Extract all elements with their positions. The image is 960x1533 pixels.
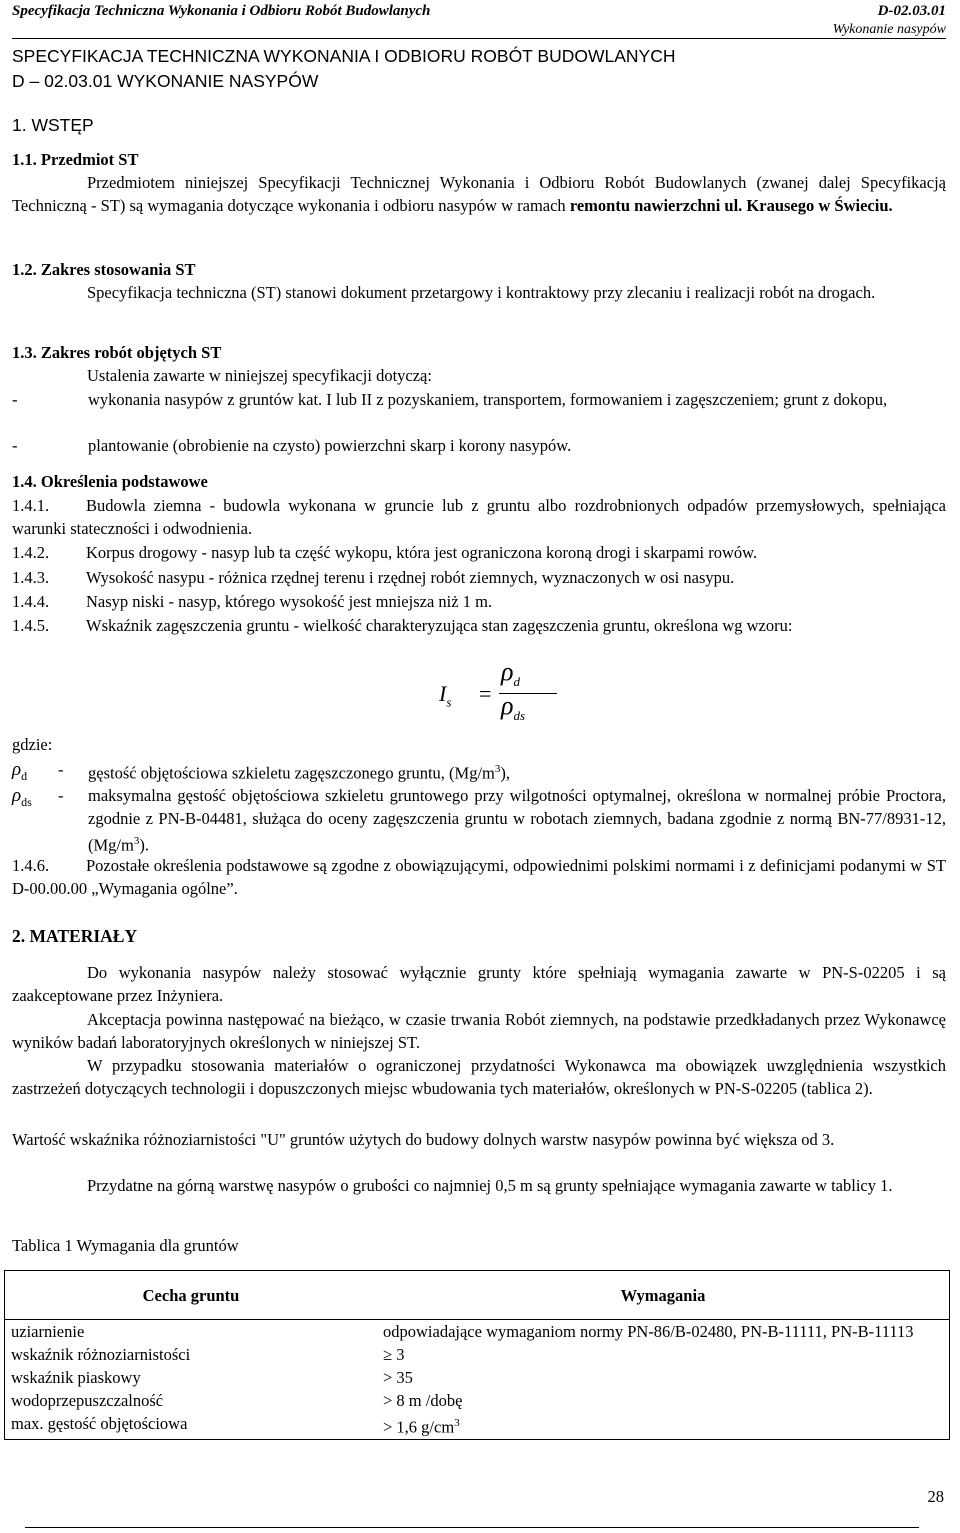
table-cell: > 8 m /dobę bbox=[377, 1389, 950, 1412]
section-1-1 bbox=[12, 148, 946, 217]
section-1-heading: 1. WSTĘP bbox=[12, 115, 94, 135]
section-1-2 bbox=[12, 258, 946, 304]
section-1-3-heading: 1.3. Zakres robót objętych ST bbox=[12, 343, 222, 362]
symbol-text: maksymalna gęstość objętościowa szkieletu gruntowego przy wilgotności optymalnej, określona w normalnej próbie Proctora, zgodnie z PN-B-04481, służąca do oceny zagęszczenia gruntu w robotach ziemnych, badana zgodnie z normą BN-77/8931-12, $(Mg/m^3)$. bbox=[88, 786, 946, 855]
ge-symbol: ≥ bbox=[383, 1345, 393, 1364]
section-2-paragraph: Przydatne na górną warstwę nasypów o grubości co najmniej 0,5 m są grunty spełniające wymagania zawarte w tablicy 1. bbox=[87, 1176, 893, 1195]
document-title bbox=[12, 44, 676, 94]
table-header-cell: Wymagania bbox=[377, 1271, 950, 1320]
table-cell: wskaźnik różnoziarnistości bbox=[5, 1343, 378, 1366]
page-number: 28 bbox=[927, 1487, 944, 1506]
section-2-heading: 2. MATERIAŁY bbox=[12, 926, 138, 946]
running-header-subtitle: Wykonanie nasypów bbox=[832, 22, 946, 37]
definition-1-4-1: 1.4.1. Budowla ziemna - budowla wykonana w gruncie lub z gruntu albo rozdrobnionych odpadów przemysłowych, spełniająca warunki stateczności i odwodnienia. bbox=[12, 496, 946, 538]
definition-1-4-4: 1.4.4. Nasyp niski - nasyp, którego wysokość jest mniejsza niż 1 m. bbox=[12, 592, 493, 611]
table-row bbox=[5, 1320, 950, 1344]
section-2-paragraph: Akceptacja powinna następować na bieżąco, w czasie trwania Robót ziemnych, na podstawie przedkładanych przez Wykonawcę wyników badań laboratoryjnych określonych w niniejszej ST. bbox=[12, 1010, 946, 1052]
gdzie-label: gdzie: bbox=[12, 735, 53, 754]
symbol-dash: - bbox=[58, 786, 64, 805]
table-header-row bbox=[5, 1271, 950, 1320]
table-cell: wskaźnik piaskowy bbox=[5, 1366, 378, 1389]
formula-denominator: $\rho_{ds}$ bbox=[501, 691, 526, 724]
document-title-line1: SPECYFIKACJA TECHNICZNA WYKONANIA I ODBIORU ROBÓT BUDOWLANYCH bbox=[12, 46, 676, 66]
section-1-3-intro: Ustalenia zawarte w niniejszej specyfikacji dotyczą: bbox=[87, 366, 432, 385]
table-cell: ≥ 3 bbox=[377, 1343, 950, 1366]
table-row bbox=[5, 1343, 950, 1366]
list-item bbox=[12, 388, 946, 411]
list-item-text: plantowanie (obrobienie na czysto) powierzchni skarp i korony nasypów. bbox=[88, 436, 572, 455]
section-2-paragraph: Do wykonania nasypów należy stosować wyłącznie grunty które spełniają wymagania zawarte w PN-S-02205 i są zaakceptowane przez Inżyniera. bbox=[12, 963, 946, 1005]
table-caption: Tablica 1 Wymagania dla gruntów bbox=[12, 1236, 239, 1255]
table-cell: max. gęstość objętościowa bbox=[5, 1412, 378, 1439]
section-1-1-heading: 1.1. Przedmiot ST bbox=[12, 150, 139, 169]
table-cell: uziarnienie bbox=[5, 1320, 378, 1344]
running-header-code: D-02.03.01 bbox=[877, 3, 946, 19]
table-row bbox=[5, 1412, 950, 1439]
compaction-formula bbox=[439, 657, 559, 732]
list-dash: - bbox=[12, 436, 18, 455]
formula-equals: = bbox=[479, 681, 492, 706]
table-cell: odpowiadające wymaganiom normy PN-86/B-02480, PN-B-11111, PN-B-11113 bbox=[377, 1320, 950, 1344]
section-1-2-text: Specyfikacja techniczna (ST) stanowi dokument przetargowy i kontraktowy przy zlecaniu i realizacji robót na drogach. bbox=[87, 283, 876, 302]
symbol-definition bbox=[12, 784, 946, 857]
definition-1-4-6: 1.4.6. Pozostałe określenia podstawowe są zgodne z obowiązującymi, odpowiednimi polskimi normami i z definicjami podanymi w ST D-00.00.00 „Wymagania ogólne”. bbox=[12, 856, 946, 898]
document-title-line2: D – 02.03.01 WYKONANIE NASYPÓW bbox=[12, 71, 319, 91]
definition-1-4-3: 1.4.3. Wysokość nasypu - różnica rzędnej terenu i rzędnej robót ziemnych, wyznaczonych w osi nasypu. bbox=[12, 568, 735, 587]
section-1-2-heading: 1.2. Zakres stosowania ST bbox=[12, 260, 196, 279]
table-cell: > 1,6 $g/cm^3$ bbox=[377, 1412, 950, 1439]
formula-lhs: $I_s$ bbox=[439, 681, 452, 710]
table-header-cell: Cecha gruntu bbox=[5, 1271, 378, 1320]
section-2-paragraph: Wartość wskaźnika różnoziarnistości "U" gruntów użytych do budowy dolnych warstw nasypów powinna być większa od 3. bbox=[12, 1130, 835, 1149]
section-1-4-heading: 1.4. Określenia podstawowe bbox=[12, 472, 208, 491]
symbol-rho-d: $\rho_d$ bbox=[12, 759, 28, 783]
symbol-dash: - bbox=[58, 760, 64, 779]
running-header-title: Specyfikacja Techniczna Wykonania i Odbioru Robót Budowlanych bbox=[12, 3, 431, 19]
symbol-text: gęstość objętościowa szkieletu zagęszczonego gruntu, $(Mg/m^3)$, bbox=[88, 763, 511, 783]
definition-1-4-5: 1.4.5. Wskaźnik zagęszczenia gruntu - wielkość charakteryzująca stan zagęszczenia gruntu, określona wg wzoru: bbox=[12, 616, 793, 635]
table-cell: wodoprzepuszczalność bbox=[5, 1389, 378, 1412]
section-1-1-bold: remontu nawierzchni ul. Krausego w Świeciu. bbox=[569, 196, 893, 215]
symbol-definition bbox=[12, 758, 946, 785]
requirements-table bbox=[4, 1270, 950, 1440]
symbol-rho-ds: $\rho_{ds}$ bbox=[12, 785, 32, 809]
footer-rule bbox=[25, 1527, 919, 1528]
section-1-1-text: Przedmiotem niniejszej Specyfikacji Technicznej Wykonania i Odbioru Robót Budowlanych (zwanej dalej Specyfikacją Techniczną - ST) są wymagania dotyczące wykonania i odbioru nasypów w ramach remontu nawierzchni ul. Krausego w Świeciu. bbox=[12, 173, 946, 215]
list-dash: - bbox=[12, 390, 18, 409]
section-1-3 bbox=[12, 341, 946, 387]
running-header bbox=[12, 0, 946, 39]
table-row bbox=[5, 1389, 950, 1412]
section-2-paragraph: W przypadku stosowania materiałów o ograniczonej przydatności Wykonawca ma obowiązek uwzględnienia wszystkich zastrzeżeń dotyczących technologii i dopuszczonych miejsc wbudowania tych materiałów, określonych w PN-S-02205 (tablica 2). bbox=[12, 1056, 946, 1098]
list-item bbox=[12, 434, 946, 457]
definition-1-4-2: 1.4.2. Korpus drogowy - nasyp lub ta część wykopu, która jest ograniczona koroną drogi i skarpami rowów. bbox=[12, 543, 758, 562]
table-row bbox=[5, 1366, 950, 1389]
list-item-text: wykonania nasypów z gruntów kat. I lub II z pozyskaniem, transportem, formowaniem i zagęszczeniem; grunt z dokopu, bbox=[88, 390, 888, 409]
table-cell: > 35 bbox=[377, 1366, 950, 1389]
formula-numerator: $\rho_d$ bbox=[501, 657, 520, 690]
